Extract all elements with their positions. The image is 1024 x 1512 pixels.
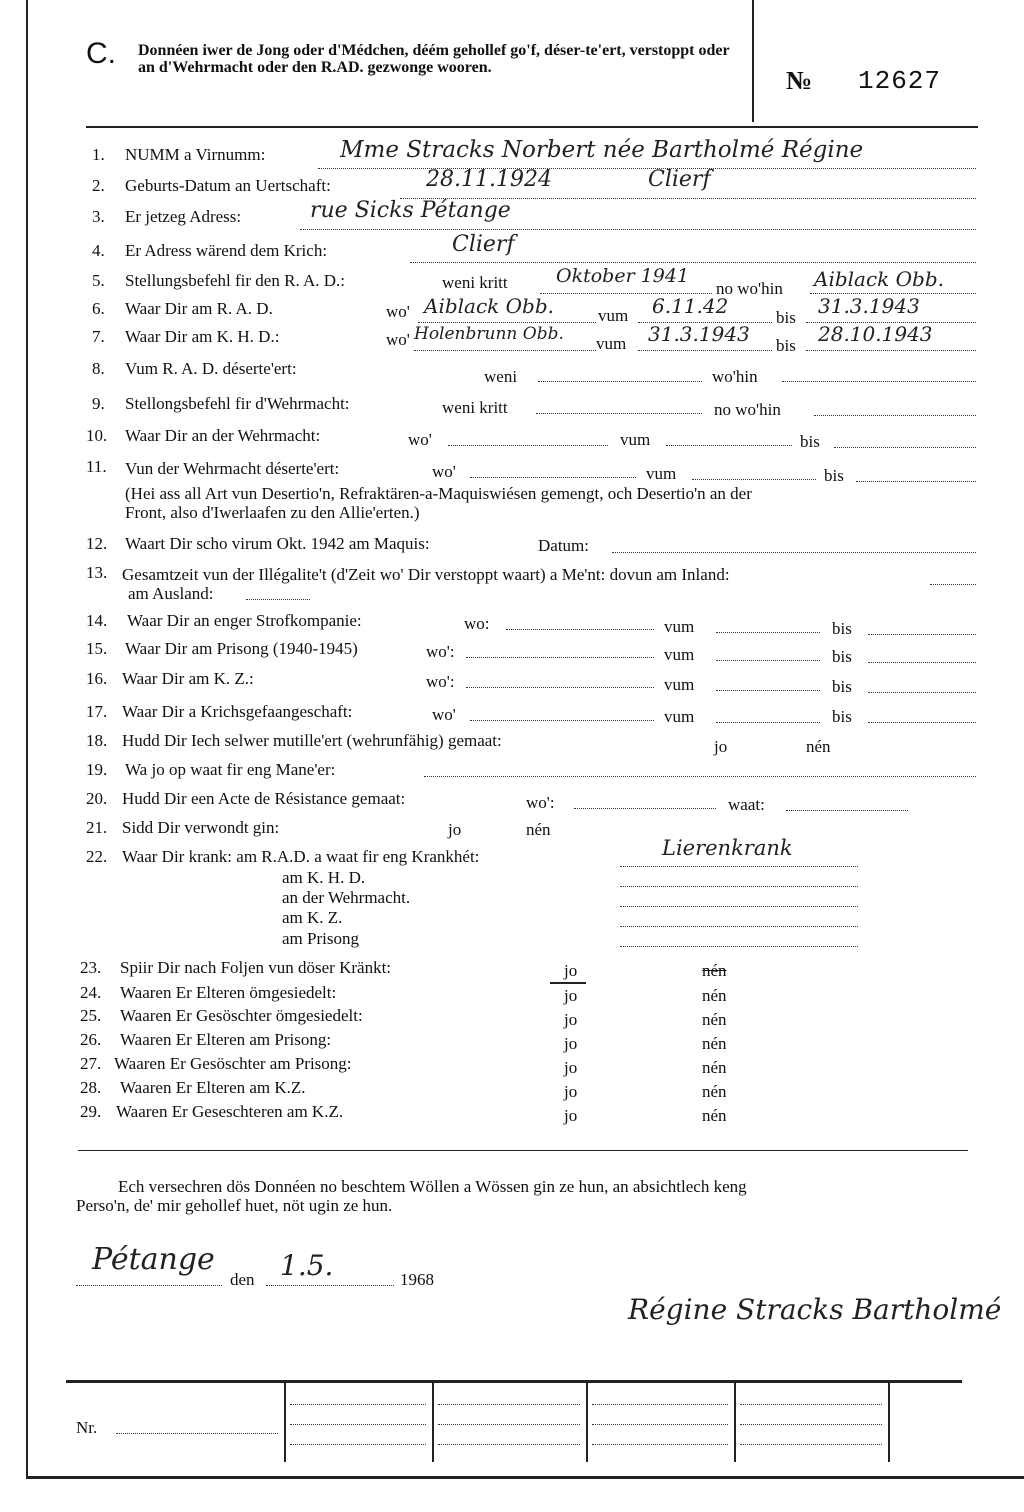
mutilation-manner-label: Wa jo op waat fir eng Mane'er: — [125, 760, 336, 779]
row-number: 8. — [92, 359, 105, 378]
prison-from-label: vum — [664, 645, 695, 664]
wehrmacht-desert-from-label: vum — [646, 464, 677, 483]
rad-desert-where-line — [782, 381, 976, 382]
header-rule — [86, 126, 978, 128]
penal-company-label: Waar Dir an enger Strofkompanie: — [127, 611, 362, 630]
footer-cell-line — [740, 1404, 882, 1405]
row-number: 20. — [86, 789, 108, 808]
maquis-date-label: Datum: — [538, 536, 589, 555]
kz-where-line — [466, 687, 654, 688]
footer-cell-line — [740, 1444, 882, 1445]
row-number: 28. — [80, 1078, 102, 1097]
birth-label: Geburts-Datum an Uertschaft: — [125, 176, 331, 195]
rad-desert-label: Vum R. A. D. déserte'ert: — [125, 359, 297, 378]
row-number: 9. — [92, 394, 105, 413]
declaration-text: Ech versechren dös Donnéen no beschtem Wöllen a Wössen gin ze hun, an absichtlech keng — [118, 1177, 747, 1196]
illness-after-effects-label: Spiir Dir nach Foljen vun döser Kränkt: — [120, 958, 392, 977]
parents-resettled-label: Waaren Er Elteren ömgesiedelt: — [120, 983, 337, 1002]
illness-rad-line — [620, 866, 858, 867]
footer-cell-line — [438, 1444, 580, 1445]
parents-kz-no[interactable]: nén — [702, 1082, 727, 1101]
illness-rad-value[interactable]: Lierenkrank — [662, 836, 793, 860]
row-number: 7. — [92, 327, 105, 346]
address-label: Er jetzeg Adress: — [125, 207, 242, 226]
penal-company-from-line — [716, 632, 820, 633]
date-line — [266, 1285, 394, 1286]
row-number: 27. — [80, 1054, 102, 1073]
parents-resettled-yes[interactable]: jo — [564, 986, 578, 1005]
rad-until-label: bis — [776, 308, 796, 327]
illness-label: Waar Dir krank: am R.A.D. a waat fir eng Krankhét: — [122, 847, 480, 866]
prison-until-label: bis — [832, 647, 852, 666]
footer-cell-line — [592, 1444, 728, 1445]
address-value[interactable]: rue Sicks Pétange — [310, 198, 511, 223]
form-title: Donnéen iwer de Jong oder d'Médchen, déém gehollef go'f, déser-te'ert, verstoppt oder an d'Wehrmacht oder den R.AD. gezwonge wooren. — [138, 42, 730, 76]
penal-company-where-label: wo: — [464, 614, 490, 633]
rad-from-value[interactable]: 6.11.42 — [652, 294, 729, 318]
desertion-note-cont: Front, also d'Iwerlaafen zu den Allie'erten.) — [125, 503, 420, 522]
row-number: 4. — [92, 241, 105, 260]
parents-resettled-no[interactable]: nén — [702, 986, 727, 1005]
pow-where-label: wo' — [432, 705, 456, 724]
mutilation-manner-line — [424, 776, 976, 777]
place-value[interactable]: Pétange — [92, 1242, 215, 1277]
footer-cell-line — [438, 1424, 580, 1425]
khd-until-label: bis — [776, 336, 796, 355]
resistance-label: Hudd Dir een Acte de Résistance gemaat: — [122, 789, 406, 808]
illness-khd-line — [620, 886, 858, 887]
form-number: 12627 — [858, 66, 942, 96]
kz-label: Waar Dir am K. Z.: — [122, 669, 254, 688]
siblings-prison-yes[interactable]: jo — [564, 1058, 578, 1077]
footer-cell-line — [592, 1424, 728, 1425]
row-number: 25. — [80, 1006, 102, 1025]
wehrmacht-where-line — [448, 445, 608, 446]
date-den-label: den — [230, 1270, 255, 1289]
siblings-kz-yes[interactable]: jo — [564, 1106, 578, 1125]
wehrmacht-until-line — [834, 447, 976, 448]
wehrmacht-order-label: Stellongsbefehl fir d'Wehrmacht: — [125, 394, 350, 413]
illness-khd-label: am K. H. D. — [282, 868, 366, 887]
rad-order-when-label: weni kritt — [442, 273, 508, 292]
header-divider — [752, 0, 754, 122]
self-mutilation-no[interactable]: nén — [806, 737, 831, 756]
khd-where-value[interactable]: Holenbrunn Obb. — [414, 324, 564, 344]
footer-cell-line — [592, 1404, 728, 1405]
maquis-label: Waart Dir scho virum Okt. 1942 am Maquis: — [125, 534, 430, 553]
illegality-label: Gesamtzeit vun der Illégalite't (d'Zeit wo' Dir verstoppt waart) a Me'nt: dovun am Inland: — [122, 565, 730, 584]
name-value[interactable]: Mme Stracks Norbert née Bartholmé Régine — [340, 137, 864, 163]
wehrmacht-where-label: wo' — [408, 430, 432, 449]
illness-wehrmacht-line — [620, 906, 858, 907]
footer-cell-line — [740, 1424, 882, 1425]
wehrmacht-desert-label: Vun der Wehrmacht déserte'ert: — [125, 459, 340, 478]
row-number: 12. — [86, 534, 108, 553]
row-number: 24. — [80, 983, 102, 1002]
wounded-yes[interactable]: jo — [448, 820, 462, 839]
prison-label: Waar Dir am Prisong (1940-1945) — [125, 639, 358, 658]
rad-desert-when-line — [538, 381, 702, 382]
prison-where-label: wo': — [426, 642, 455, 661]
footer-cell-line — [290, 1424, 426, 1425]
footer-cell-line — [290, 1444, 426, 1445]
desertion-note: (Hei ass all Art vun Desertio'n, Refraktären-a-Maquiswiésen gemengt, och Desertio'n an der — [125, 484, 752, 503]
self-mutilation-yes[interactable]: jo — [714, 737, 728, 756]
wehrmacht-label: Waar Dir an der Wehrmacht: — [125, 426, 321, 445]
khd-from-label: vum — [596, 334, 627, 353]
rad-order-where-value[interactable]: Aiblack Obb. — [814, 267, 944, 291]
khd-until-line — [806, 350, 976, 351]
row-number: 19. — [86, 760, 108, 779]
footer-table-divider — [734, 1382, 736, 1462]
row-number: 15. — [86, 639, 108, 658]
parents-kz-yes[interactable]: jo — [564, 1082, 578, 1101]
kz-where-label: wo': — [426, 672, 455, 691]
illegality-abroad-label: am Ausland: — [128, 584, 214, 603]
signature: Régine Stracks Bartholmé — [628, 1293, 1002, 1326]
resistance-what-line — [786, 810, 908, 811]
kz-until-label: bis — [832, 677, 852, 696]
declaration-text-cont: Perso'n, de' mir gehollef huet, nöt ugin ze hun. — [76, 1196, 393, 1215]
siblings-kz-no[interactable]: nén — [702, 1106, 727, 1125]
wehrmacht-desert-where-line — [470, 477, 636, 478]
khd-where-label: wo' — [386, 330, 410, 349]
page-frame-bottom — [26, 1476, 1024, 1479]
rad-from-label: vum — [598, 306, 629, 325]
footer-cell-line — [290, 1404, 426, 1405]
wehrmacht-from-line — [666, 445, 792, 446]
wehrmacht-desert-until-label: bis — [824, 466, 844, 485]
wehrmacht-from-label: vum — [620, 430, 651, 449]
penal-company-from-label: vum — [664, 617, 695, 636]
illness-prison-line — [620, 946, 858, 947]
name-field-line — [318, 168, 976, 169]
row-number: 14. — [86, 611, 108, 630]
war-address-label: Er Adress wärend dem Krich: — [125, 241, 328, 260]
row-number: 17. — [86, 702, 108, 721]
siblings-kz-label: Waaren Er Geseschteren am K.Z. — [116, 1102, 344, 1121]
rad-label: Waar Dir am R. A. D. — [125, 299, 273, 318]
footer-nr-line — [116, 1433, 278, 1434]
row-number: 29. — [80, 1102, 102, 1121]
wehrmacht-order-where-label: no wo'hin — [714, 400, 781, 419]
pow-where-line — [470, 720, 654, 721]
wounded-no[interactable]: nén — [526, 820, 551, 839]
year-label: 1968 — [400, 1270, 434, 1289]
row-number: 21. — [86, 818, 108, 837]
siblings-resettled-yes[interactable]: jo — [564, 1010, 578, 1029]
khd-from-value[interactable]: 31.3.1943 — [648, 322, 750, 346]
kz-from-line — [716, 690, 820, 691]
yes-underline-mark — [550, 982, 586, 984]
self-mutilation-label: Hudd Dir Iech selwer mutille'ert (wehrunfähig) gemaat: — [122, 731, 502, 750]
footer-table-divider — [586, 1382, 588, 1462]
war-address-field-line — [410, 262, 976, 263]
wehrmacht-order-when-line — [536, 413, 702, 414]
page-frame-left — [26, 0, 28, 1478]
birth-date-value[interactable]: 28.11.1924 — [426, 167, 552, 192]
siblings-prison-no[interactable]: nén — [702, 1058, 727, 1077]
wehrmacht-order-when-label: weni kritt — [442, 398, 508, 417]
name-label: NUMM a Virnumm: — [125, 145, 266, 164]
khd-from-line — [638, 350, 772, 351]
khd-until-value[interactable]: 28.10.1943 — [818, 322, 933, 346]
resistance-where-label: wo': — [526, 793, 555, 812]
illegality-inland-line — [930, 584, 976, 585]
row-number: 26. — [80, 1030, 102, 1049]
wehrmacht-until-label: bis — [800, 432, 820, 451]
pow-label: Waar Dir a Krichsgefaangeschaft: — [122, 702, 353, 721]
rad-order-label: Stellungsbefehl fir den R. A. D.: — [125, 271, 346, 290]
pow-until-line — [868, 722, 976, 723]
pow-from-line — [716, 722, 820, 723]
parents-prison-no[interactable]: nén — [702, 1034, 727, 1053]
prison-where-line — [466, 657, 654, 658]
wounded-label: Sidd Dir verwondt gin: — [122, 818, 280, 837]
section-letter: C. — [86, 37, 116, 70]
section-divider — [78, 1150, 968, 1151]
wehrmacht-desert-where-label: wo' — [432, 462, 456, 481]
pow-until-label: bis — [832, 707, 852, 726]
parents-prison-yes[interactable]: jo — [564, 1034, 578, 1053]
resistance-what-label: waat: — [728, 795, 765, 814]
maquis-date-line — [612, 552, 976, 553]
row-number: 23. — [80, 958, 102, 977]
khd-where-line — [414, 350, 596, 351]
rad-desert-when-label: weni — [484, 367, 518, 386]
kz-from-label: vum — [664, 675, 695, 694]
rad-desert-where-label: wo'hin — [712, 367, 758, 386]
row-number: 22. — [86, 847, 108, 866]
parents-kz-label: Waaren Er Elteren am K.Z. — [120, 1078, 306, 1097]
prison-until-line — [868, 662, 976, 663]
place-line — [76, 1285, 222, 1286]
war-address-value[interactable]: Clierf — [452, 232, 515, 257]
row-number: 6. — [92, 299, 105, 318]
footer-nr-label: Nr. — [76, 1418, 98, 1437]
footer-table-divider — [888, 1382, 890, 1462]
illness-prison-label: am Prisong — [282, 929, 359, 948]
footer-table-divider — [432, 1382, 434, 1462]
rad-where-value[interactable]: Aiblack Obb. — [424, 294, 554, 318]
pow-from-label: vum — [664, 707, 695, 726]
row-number: 2. — [92, 176, 105, 195]
prison-from-line — [716, 660, 820, 661]
birth-place-value[interactable]: Clierf — [648, 167, 711, 192]
rad-where-label: wo' — [386, 302, 410, 321]
after-effects-yes[interactable]: jo — [564, 961, 578, 980]
penal-company-until-label: bis — [832, 619, 852, 638]
illness-wehrmacht-label: an der Wehrmacht. — [282, 888, 411, 907]
row-number: 10. — [86, 426, 108, 445]
row-number: 18. — [86, 731, 108, 750]
date-value[interactable]: 1.5. — [280, 1249, 334, 1282]
wehrmacht-desert-until-line — [856, 481, 976, 482]
row-number: 5. — [92, 271, 105, 290]
rad-order-when-value[interactable]: Oktober 1941 — [556, 265, 690, 287]
siblings-prison-label: Waaren Er Gesöschter am Prisong: — [114, 1054, 352, 1073]
illness-kz-label: am K. Z. — [282, 908, 343, 927]
wehrmacht-desert-from-line — [692, 479, 816, 480]
address-field-line — [300, 229, 976, 230]
illness-kz-line — [620, 926, 858, 927]
rad-order-where-label: no wo'hin — [716, 279, 783, 298]
siblings-resettled-label: Waaren Er Gesöschter ömgesiedelt: — [120, 1006, 363, 1025]
penal-company-where-line — [506, 629, 654, 630]
after-effects-no[interactable]: nén — [702, 961, 727, 980]
footer-table-top — [66, 1380, 962, 1383]
kz-until-line — [868, 692, 976, 693]
penal-company-until-line — [868, 634, 976, 635]
number-symbol: № — [786, 66, 813, 95]
row-number: 1. — [92, 145, 105, 164]
siblings-resettled-no[interactable]: nén — [702, 1010, 727, 1029]
illegality-abroad-line — [246, 599, 310, 600]
row-number: 11. — [86, 457, 107, 476]
wehrmacht-order-where-line — [814, 415, 976, 416]
footer-table-divider — [284, 1382, 286, 1462]
khd-label: Waar Dir am K. H. D.: — [125, 327, 280, 346]
row-number: 13. — [86, 563, 108, 582]
resistance-where-line — [574, 808, 716, 809]
row-number: 16. — [86, 669, 108, 688]
parents-prison-label: Waaren Er Elteren am Prisong: — [120, 1030, 332, 1049]
rad-until-value[interactable]: 31.3.1943 — [818, 294, 920, 318]
row-number: 3. — [92, 207, 105, 226]
footer-cell-line — [438, 1404, 580, 1405]
